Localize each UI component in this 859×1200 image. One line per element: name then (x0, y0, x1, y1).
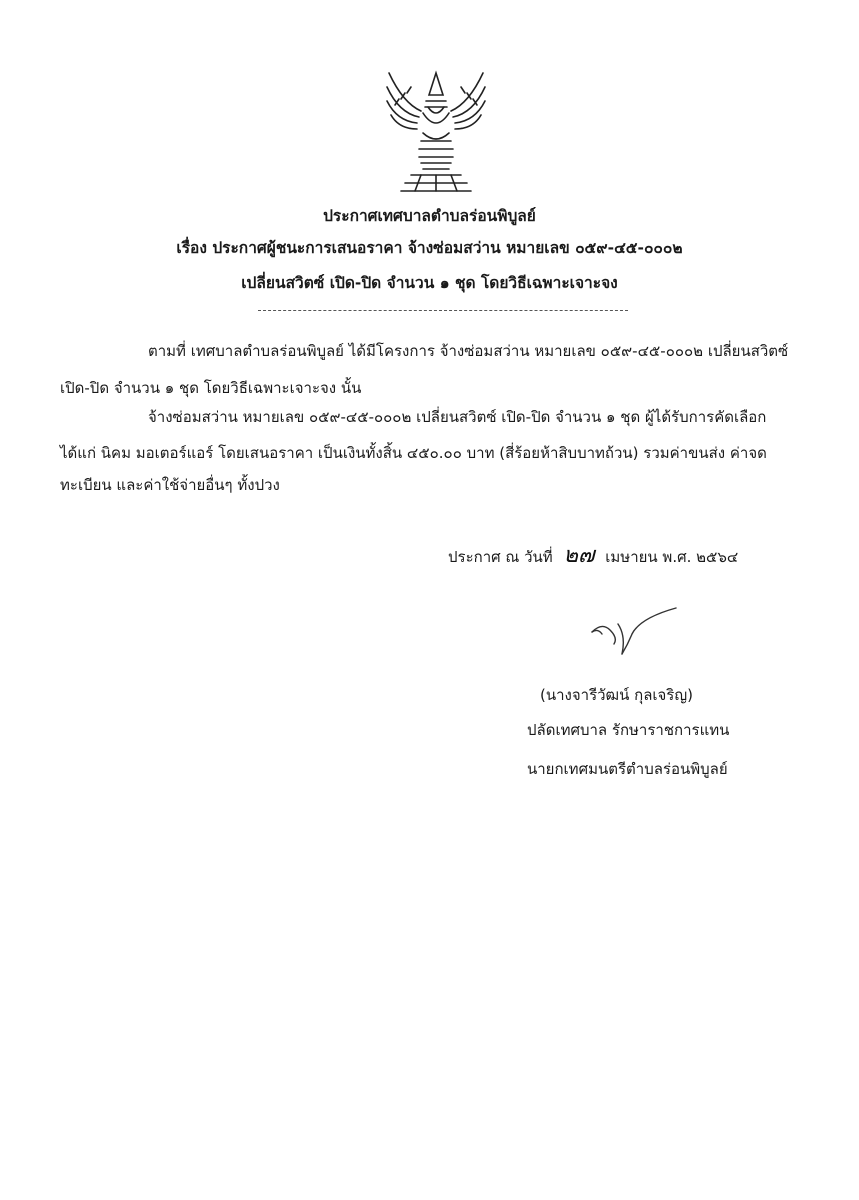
date-prefix: ประกาศ ณ วันที่ (448, 548, 553, 566)
paragraph-2-line-2: ได้แก่ นิคม มอเตอร์แอร์ โดยเสนอราคา เป็นเงินทั้งสิ้น ๔๕๐.๐๐ บาท (สี่ร้อยห้าสิบบาทถ้วน) รวมค่าขนส่ง ค่าจด (60, 444, 767, 462)
signer-position-acting: นายกเทศมนตรีตำบลร่อนพิบูลย์ (527, 760, 728, 778)
announcement-title: ประกาศเทศบาลตำบลร่อนพิบูลย์ (323, 207, 536, 225)
announcement-subject-continued: เปลี่ยนสวิตซ์ เปิด-ปิด จำนวน ๑ ชุด โดยวิธีเฉพาะเจาะจง (241, 274, 618, 292)
date-day-handwritten: ๒๗ (563, 543, 595, 568)
announcement-subject: เรื่อง ประกาศผู้ชนะการเสนอราคา จ้างซ่อมสว่าน หมายเลข ๐๕๙-๔๕-๐๐๐๒ (176, 239, 683, 257)
handwritten-signature (588, 604, 680, 664)
date-month-year: เมษายน พ.ศ. ๒๕๖๔ (605, 548, 739, 566)
paragraph-1-line-1: ตามที่ เทศบาลตำบลร่อนพิบูลย์ ได้มีโครงการ จ้างซ่อมสว่าน หมายเลข ๐๕๙-๔๕-๐๐๐๒ เปลี่ยนสวิตซ์ (148, 342, 789, 360)
paragraph-1-line-2: เปิด-ปิด จำนวน ๑ ชุด โดยวิธีเฉพาะเจาะจง นั้น (60, 379, 362, 397)
paragraph-2-line-1: จ้างซ่อมสว่าน หมายเลข ๐๕๙-๔๕-๐๐๐๒ เปลี่ยนสวิตซ์ เปิด-ปิด จำนวน ๑ ชุด ผู้ได้รับการคัดเลือก (148, 408, 767, 426)
announcement-date (448, 537, 738, 572)
dashed-divider (258, 310, 628, 311)
signer-position: ปลัดเทศบาล รักษาราชการแทน (527, 721, 730, 739)
signer-name: (นางจารีวัฒน์ กุลเจริญ) (540, 686, 693, 704)
garuda-emblem-icon (381, 63, 491, 195)
paragraph-2-line-3: ทะเบียน และค่าใช้จ่ายอื่นๆ ทั้งปวง (60, 476, 280, 494)
